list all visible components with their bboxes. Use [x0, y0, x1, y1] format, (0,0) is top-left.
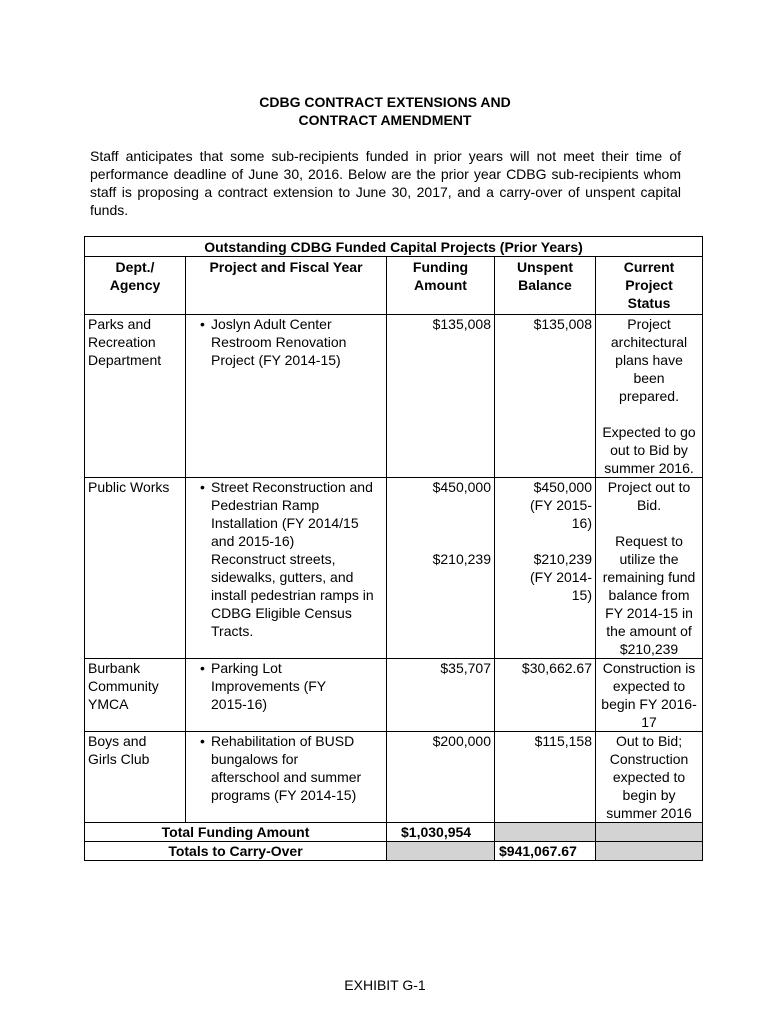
shaded-cell [596, 842, 703, 861]
row-dept: Parks and Recreation Department [85, 315, 186, 478]
row-status: Construction is expected to begin FY 2016-17 [596, 659, 703, 732]
row-dept: Boys and Girls Club [85, 732, 186, 823]
row-funding: $135,008 [387, 315, 495, 478]
table-row [85, 732, 703, 823]
table-row [85, 315, 703, 478]
row-funding: $35,707 [387, 659, 495, 732]
row-unspent: $30,662.67 [495, 659, 596, 732]
row-unspent: $135,008 [495, 315, 596, 478]
shaded-cell [495, 823, 596, 842]
carry-over-label: Totals to Carry-Over [85, 842, 387, 861]
page-title [0, 93, 770, 129]
row-project: • Joslyn Adult Center Restroom Renovation Project (FY 2014-15) [186, 315, 387, 478]
carry-over-row [85, 842, 703, 861]
total-funding-label: Total Funding Amount [85, 823, 387, 842]
row-dept: Burbank Community YMCA [85, 659, 186, 732]
row-dept: Public Works [85, 478, 186, 659]
total-funding-value: $1,030,954 [387, 823, 495, 842]
row-funding: $450,000 $210,239 [387, 478, 495, 659]
table-row [85, 478, 703, 659]
carry-over-value: $941,067.67 [495, 842, 596, 861]
row-funding: $200,000 [387, 732, 495, 823]
shaded-cell [387, 842, 495, 861]
capital-projects-table [84, 236, 703, 861]
bullet-icon: • [200, 316, 205, 332]
title-line-1: CDBG CONTRACT EXTENSIONS AND [259, 94, 511, 110]
bullet-icon: • [200, 479, 205, 495]
bullet-icon: • [200, 660, 205, 676]
row-project: • Parking Lot Improvements (FY 2015-16) [186, 659, 387, 732]
row-project: • Rehabilitation of BUSD bungalows for afterschool and summer programs (FY 2014-15) [186, 732, 387, 823]
shaded-cell [596, 823, 703, 842]
header-status: Current Project Status [596, 257, 703, 315]
row-status: Project out to Bid. Request to utilize the remaining fund balance from FY 2014-15 in the amount of $210,239 [596, 478, 703, 659]
header-project: Project and Fiscal Year [186, 257, 387, 315]
row-unspent: $450,000 (FY 2015-16) $210,239 (FY 2014-15) [495, 478, 596, 659]
total-funding-row [85, 823, 703, 842]
header-dept: Dept./ Agency [85, 257, 186, 315]
header-funding: Funding Amount [387, 257, 495, 315]
row-status: Project architectural plans have been prepared. Expected to go out to Bid by summer 2016. [596, 315, 703, 478]
table-caption: Outstanding CDBG Funded Capital Projects (Prior Years) [85, 237, 703, 257]
table-row [85, 659, 703, 732]
row-project: • Street Reconstruction and Pedestrian Ramp Installation (FY 2014/15 and 2015-16) Reconstruct streets, sidewalks, gutters, and install pedestrian ramps in CDBG Eligible Census Tracts. [186, 478, 387, 659]
header-unspent: Unspent Balance [495, 257, 596, 315]
bullet-icon: • [200, 733, 205, 749]
row-unspent: $115,158 [495, 732, 596, 823]
row-status: Out to Bid; Construction expected to begin by summer 2016 [596, 732, 703, 823]
intro-paragraph: Staff anticipates that some sub-recipients funded in prior years will not meet their time of performance deadline of June 30, 2016. Below are the prior year CDBG sub-recipients whom staff is proposing a contract extension to June 30, 2017, and a carry-over of unspent capital funds. [90, 148, 681, 218]
title-line-2: CONTRACT AMENDMENT [298, 112, 472, 128]
exhibit-label: EXHIBIT G-1 [344, 977, 426, 993]
